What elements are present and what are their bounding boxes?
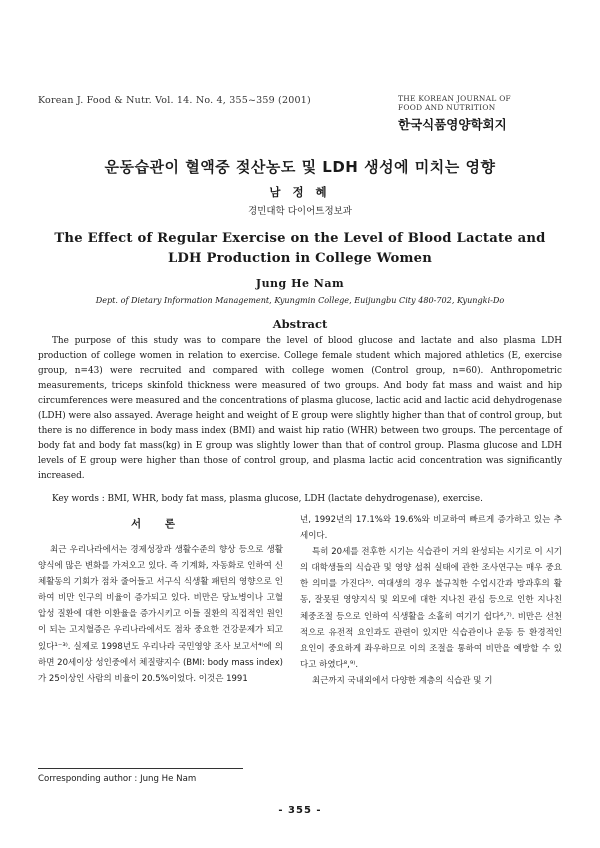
body-column-left [38, 542, 283, 687]
author-name-en: Jung He Nam [255, 277, 345, 290]
affiliation-en: Dept. of Dietary Information Management, Kyungmin College, Euijungbu City 480-702, Kyungki-Do [95, 295, 505, 305]
body-paragraph: 최근까지 국내외에서 다양한 계층의 식습관 및 기 [312, 675, 493, 686]
page-number: - 355 - [278, 805, 322, 816]
body-column-right [300, 512, 562, 689]
journal-name-en-line1: THE KOREAN JOURNAL OF [398, 94, 511, 103]
abstract-body: The purpose of this study was to compare the level of blood glucose and lactate and also plasma LDH production of college women in relation to exercise. College female student which majored athletics (E, exercise group, n=43) were recruited and compared with college women (Control group, n=60). Anthropometric measurements, triceps skinfold thickness were measured of two groups. And body fat mass and waist and hip circumferences were measured and the concentrations of plasma glucose, lactic acid and lactic acid dehydrogenase (LDH) were also assayed. Average height and weight of E group were slightly higher than that of control group, but there is no difference in body mass index (BMI) and waist hip ratio (WHR) between two groups. The percentage of body fat and body fat mass(kg) in E group was slightly lower than that of control group. Plasma glucose and LDH levels of E group were higher than those of control group, and plasma lactic acid concentration was significantly increased. [38, 336, 562, 481]
footnote-divider [38, 768, 243, 769]
paper-title-en [40, 229, 560, 269]
paper-title-en-line2: LDH Production in College Women [167, 251, 433, 266]
keywords: Key words : BMI, WHR, body fat mass, plasma glucose, LDH (lactate dehydrogenase), exercise. [52, 494, 483, 504]
author-name-kr: 남 정 혜 [269, 185, 331, 199]
corresponding-author-note: Corresponding author : Jung He Nam [38, 774, 197, 784]
paper-title-en-line1: The Effect of Regular Exercise on the Level of Blood Lactate and [54, 231, 546, 246]
journal-citation: Korean J. Food & Nutr. Vol. 14. No. 4, 355~359 (2001) [38, 95, 311, 106]
journal-name-en-line2: FOOD AND NUTRITION [398, 103, 496, 112]
body-paragraph: 년, 1992년의 17.1%와 19.6%와 비교하여 빠르게 증가하고 있는 추세이다. [300, 515, 562, 542]
paper-title-kr: 운동습관이 혈액중 젖산농도 및 LDH 생성에 미치는 영향 [104, 158, 496, 176]
abstract-heading: Abstract [272, 317, 328, 331]
journal-name-kr: 한국식품영양학회지 [398, 117, 507, 132]
body-paragraph: 특히 20세를 전후한 시기는 식습관이 거의 완성되는 시기로 이 시기의 대학생들의 식습관 및 영양 섭취 실태에 관한 조사연구는 매우 중요한 의미를 가진다⁵⁾. 여대생의 경우 불규칙한 수업시간과 방과후의 활동, 잘못된 영양지식 및 외모에 대한 지나친 관심 등으로 인한 지나친 체중조절 등으로 인하여 식생활을 소홀히 여기기 쉽다⁶,⁷⁾. 비만은 선천적으로 유전적 요인과도 관련이 있지만 식습관이나 운동 등 환경적인 요인이 중요하게 좌우하므로 이의 조절을 통하여 비만을 예방할 수 있다고 하였다⁸,⁹⁾. [300, 547, 562, 670]
body-paragraph: 최근 우리나라에서는 경제성장과 생활수준의 향상 등으로 생활양식에 많은 변화를 가져오고 있다. 즉 기계화, 자동화로 인하여 신체활동의 기회가 점차 줄어들고 서구식 식생활 패턴의 영향으로 인하여 비만 인구의 비율이 증가되고 있다. 비만은 당뇨병이나 고혈압성 질환에 대한 이환율을 증가시키고 이들 질환의 직접적인 원인이 되는 고지혈증은 우리나라에서도 점차 중요한 건강문제가 되고 있다¹⁻³⁾. 실제로 1998년도 우리나라 국민영양 조사 보고서⁴⁾에 의하면 20세이상 성인중에서 체질량지수 (BMI: body mass index)가 25이상인 사람의 비율이 20.5%이었다. 이것은 1991 [38, 545, 283, 684]
section-heading-introduction: 서 론 [131, 518, 185, 530]
journal-logo-block [398, 94, 528, 133]
affiliation-kr: 경민대학 다이어트정보과 [248, 206, 352, 217]
